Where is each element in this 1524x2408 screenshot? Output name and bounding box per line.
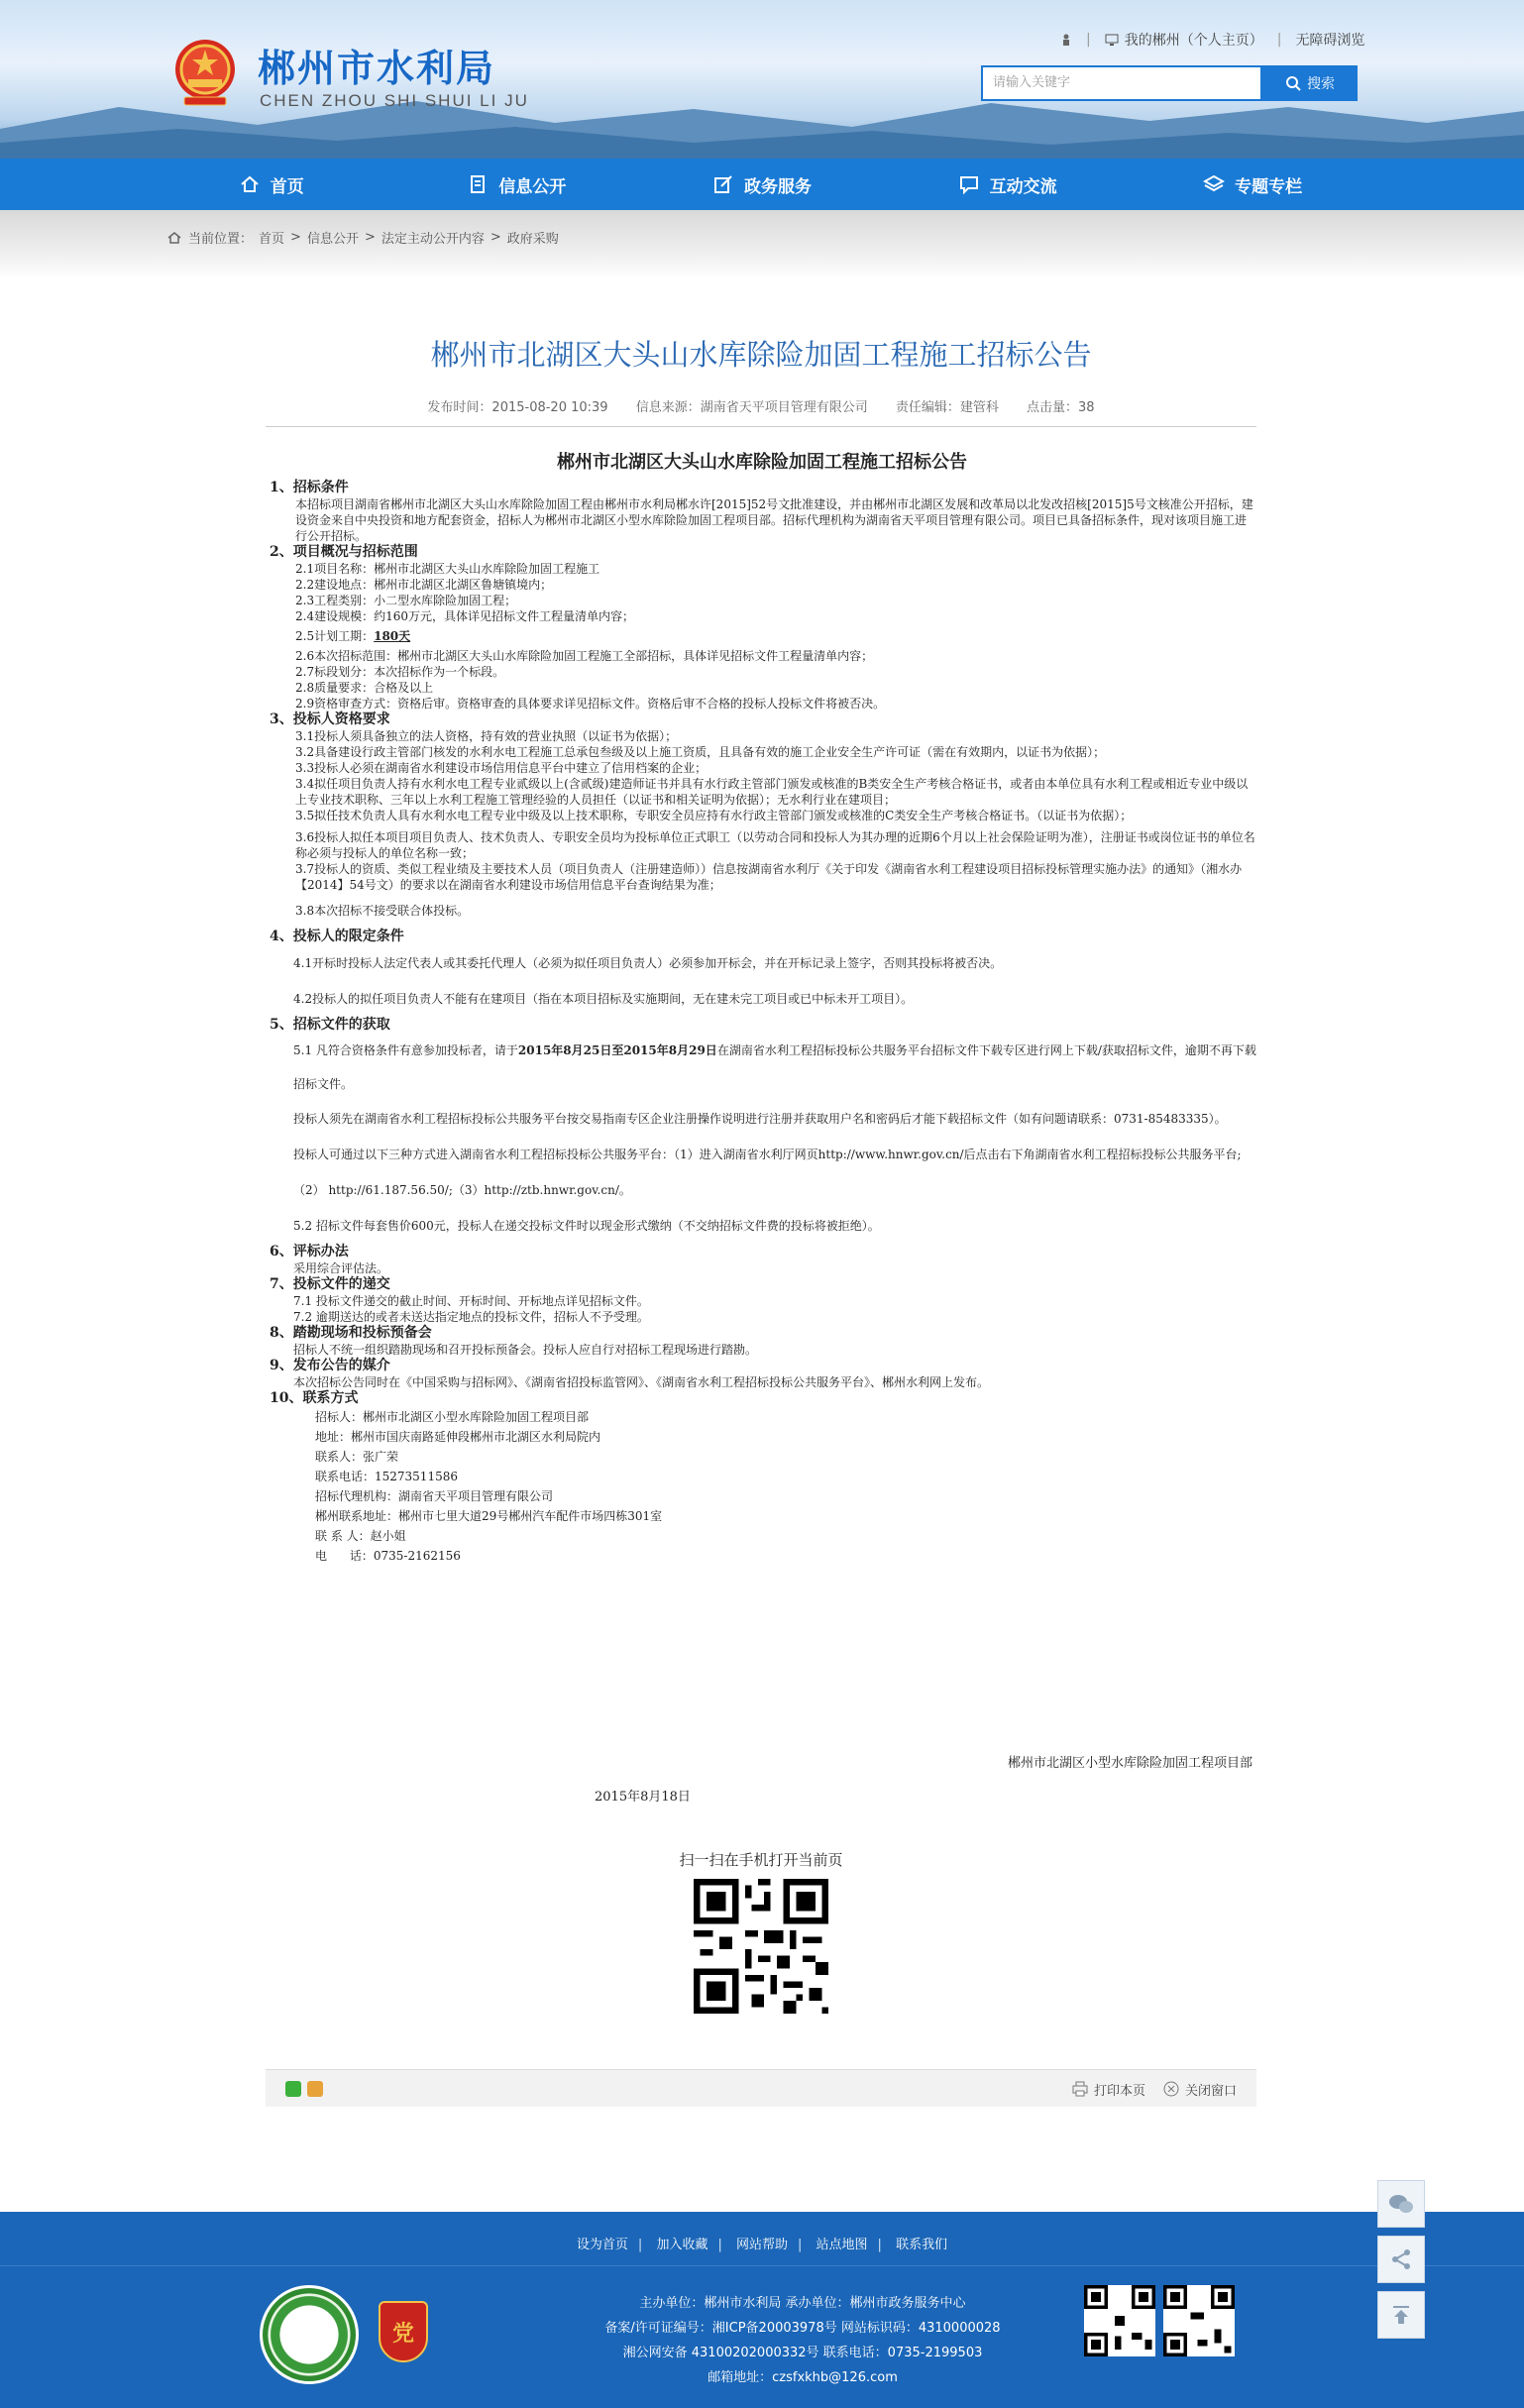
top-links — [1060, 30, 1364, 50]
list-item: 2.7标段划分：本次招标作为一个标段。 — [295, 665, 505, 679]
search-icon — [1285, 75, 1301, 91]
section-heading: 4、投标人的限定条件 — [270, 929, 404, 944]
list-item: 4.1开标时投标人法定代表人或其委托代理人（必须为拟任项目负责人）必须参加开标会，并在开标记录上签字，否则其投标将被否决。 — [293, 956, 1003, 970]
list-item: 2.6本次招标范围：郴州市北湖区大头山水库除险加固工程施工全部招标，具体详见招标文件工程量清单内容； — [295, 649, 874, 663]
list-item: 2.2建设地点：郴州市北湖区北湖区鲁塘镇境内； — [295, 578, 553, 592]
close-icon — [1163, 2081, 1179, 2097]
contact-line: 招标人：郴州市北湖区小型水库除险加固工程项目部 — [315, 1410, 590, 1424]
print-label: 打印本页 — [1093, 2083, 1145, 2099]
close-window-button[interactable] — [1163, 2080, 1237, 2099]
nav-label: 专题专栏 — [1235, 176, 1303, 197]
contact-line: 联系人：张广荣 — [315, 1450, 399, 1464]
list-item: 2.4建设规模：约160万元，具体详见招标文件工程量清单内容； — [295, 609, 634, 623]
footer-qr-code-image — [1084, 2285, 1155, 2356]
chat-icon — [958, 173, 980, 195]
separator: | — [877, 2238, 882, 2252]
section-paragraph: 本次招标公告同时在《中国采购与招标网》、《湖南省招投标监管网》、《湖南省水利工程招标投标公共服务平台》、郴州水利网上发布。 — [293, 1375, 990, 1389]
printer-icon — [1072, 2081, 1088, 2097]
arrow-up-icon — [1390, 2304, 1412, 2326]
site-pinyin: CHEN ZHOU SHI SHUI LI JU — [260, 91, 529, 110]
nav-label: 互动交流 — [989, 176, 1057, 197]
list-item: 3.7投标人的资质、类似工程业绩及主要技术人员（项目负责人（注册建造师））信息按湖南省水利厅《关于印发《湖南省水利工程建设项目招标投标管理实施办法》的通知》（湘水办【2014】54号文）的要求以在湖南省水利建设市场信用信息平台查询结果为准； — [295, 862, 1243, 892]
print-button[interactable] — [1072, 2080, 1145, 2099]
list-item: 7.1 投标文件递交的截止时间、开标时间、开标地点详见招标文件。 — [293, 1294, 649, 1308]
breadcrumb-sep: > — [290, 230, 301, 245]
section-heading: 2、项目概况与招标范围 — [270, 544, 418, 560]
breadcrumb-sep: > — [364, 230, 376, 245]
hit-count: 点击量：38 — [1027, 400, 1095, 415]
section-paragraph: 投标人须先在湖南省水利工程招标投标公共服务平台按交易指南专区企业注册操作说明进行注册并获取用户名和密码后才能下载招标文件（如有问题请联系：0731-85483335）。 — [293, 1112, 1227, 1126]
nav-label: 政务服务 — [743, 176, 812, 197]
list-item: 4.2投标人的拟任项目负责人不能有在建项目（指在本项目招标及实施期间，无在建未完工项目或已中标未开工项目）。 — [293, 992, 914, 1006]
separator: | — [1276, 32, 1282, 48]
document-icon — [467, 173, 489, 195]
site-header — [0, 0, 1524, 159]
article-toolbar — [266, 2069, 1256, 2107]
footer-sponsor: 主办单位：郴州市水利局 承办单位：郴州市政务服务中心 — [639, 2296, 966, 2311]
home-icon — [239, 173, 261, 195]
editor: 责任编辑：建管科 — [895, 400, 999, 415]
link-accessibility-icon-slot — [1060, 34, 1072, 46]
my-chenzhou-link[interactable] — [1105, 30, 1263, 50]
layers-icon — [1203, 173, 1225, 195]
list-item: 3.5拟任技术负责人具有水利水电工程专业中级及以上技术职称，专职安全员应持有水行政主管部门颁发或核准的C类安全生产考核合格证书。（以证书为依据）； — [295, 809, 1133, 822]
section-paragraph — [268, 1034, 1256, 1101]
accessibility-link[interactable]: 无障碍浏览 — [1295, 33, 1365, 49]
section-heading: 3、投标人资格要求 — [270, 711, 390, 727]
contact-line: 联系电话：15273511586 — [315, 1470, 458, 1483]
contact-line: 电 话：0735-2162156 — [315, 1549, 461, 1563]
period-label: 2.5计划工期： — [295, 629, 375, 643]
separator: | — [717, 2238, 722, 2252]
nav-label: 信息公开 — [498, 176, 567, 197]
share-icon — [1390, 2248, 1412, 2270]
separator: | — [798, 2238, 803, 2252]
section-paragraph: 5.2 招标文件每套售价600元，投标人在递交投标文件时以现金形式缴纳（不交纳招标文件费的投标将被拒绝）。 — [293, 1219, 880, 1233]
breadcrumb-legal[interactable]: 法定主动公开内容 — [381, 232, 485, 247]
list-item: 2.8质量要求：合格及以上 — [295, 681, 434, 695]
list-item: 7.2 逾期送达的或者未送达指定地点的投标文件，招标人不予受理。 — [293, 1310, 649, 1324]
list-item: 3.4拟任项目负责人持有水利水电工程专业贰级以上(含贰级)建造师证书并具有水行政主管部门颁发或核准的B类安全生产考核合格证书，或者由本单位具有水利工程或相近专业中级以上专业技术职称、三年以上水利工程施工管理经验的人员担任（以证书和相关证明为依据）；无水利行业在建项目； — [295, 777, 1249, 807]
qr-code-image — [694, 1879, 828, 2014]
signature-date: 2015年8月18日 — [595, 1790, 691, 1805]
monitor-icon — [1105, 34, 1119, 46]
publish-date: 发布时间：2015-08-20 10:39 — [427, 400, 608, 415]
close-label: 关闭窗口 — [1184, 2083, 1237, 2099]
article-body — [268, 448, 1256, 1566]
footer-icp: 备案/许可证编号：湘ICP备20003978号 网站标识码：4310000028 — [604, 2321, 1001, 2336]
section-paragraph: 投标人可通过以下三种方式进入湖南省水利工程招标投标公共服务平台：（1）进入湖南省水利厅网页http://www.hnwr.gov.cn/后点击右下角湖南省水利工程招标投标公共服务平台;（2） http://61.187.56.50/;（3）http://ztb.hnwr.gov.cn/。 — [293, 1148, 1242, 1197]
section-paragraph: 本招标项目湖南省郴州市北湖区大头山水库除险加固工程由郴州市水利局郴水许[2015]52号文批准建设，并由郴州市北湖区发展和改革局以北发改招核[2015]5号文核准公开招标，建设资金来自中央投资和地方配套资金，招标人为郴州市北湖区小型水库除险加固工程项目部。招标代理机构为湖南省天平项目管理有限公司。项目已具备招标条件，现对该项目施工进行公开招标。 — [295, 497, 1253, 543]
s5-1-prefix: 5.1 凡符合资格条件有意参加投标者，请于 — [293, 1043, 518, 1057]
footer-divider — [0, 2265, 1524, 2266]
back-to-top-button[interactable] — [1377, 2291, 1425, 2339]
article-title: 郴州市北湖区大头山水库除险加固工程施工招标公告 — [430, 338, 1092, 372]
person-icon — [1060, 34, 1072, 46]
divider — [266, 426, 1256, 427]
period-value: 180天 — [374, 629, 411, 643]
footer-links — [0, 2234, 1524, 2252]
contact-block — [268, 1407, 1256, 1566]
nav-item-services[interactable] — [639, 159, 885, 210]
list-item: 3.1投标人须具备独立的法人资格，持有效的营业执照（以证书为依据）； — [295, 729, 678, 743]
search-button[interactable] — [1262, 65, 1358, 101]
home-icon — [166, 230, 182, 246]
nav-label: 首页 — [270, 176, 304, 197]
breadcrumb — [166, 228, 559, 247]
separator: | — [1086, 32, 1091, 48]
my-chenzhou-label: 我的郴州（个人主页） — [1124, 33, 1263, 49]
weibo-share-icon[interactable] — [307, 2081, 323, 2097]
contact-line: 招标代理机构：湖南省天平项目管理有限公司 — [315, 1489, 554, 1503]
footer-link-sitemap[interactable]: 站点地图 — [816, 2238, 868, 2252]
list-item: 2.1项目名称：郴州市北湖区大头山水库除险加固工程施工 — [295, 562, 600, 576]
breadcrumb-sep: > — [490, 230, 501, 245]
footer-link-favorite[interactable]: 加入收藏 — [656, 2238, 708, 2252]
edit-icon — [712, 173, 734, 195]
qr-label: 扫一扫在手机打开当前页 — [679, 1851, 843, 1869]
breadcrumb-info[interactable]: 信息公开 — [306, 232, 359, 247]
section-paragraph: 采用综合评估法。 — [293, 1261, 389, 1275]
footer-email: 邮箱地址：czsfxkhb@126.com — [708, 2370, 898, 2385]
footer-qr-code-image — [1163, 2285, 1235, 2356]
wechat-icon — [1388, 2193, 1414, 2215]
contact-line: 地址：郴州市国庆南路延伸段郴州市北湖区水利局院内 — [315, 1430, 601, 1444]
s5-1-dates: 2015年8月25日至2015年8月29日 — [517, 1043, 717, 1057]
section-paragraph: 招标人不统一组织踏勘现场和召开投标预备会。投标人应自行对招标工程现场进行踏勘。 — [293, 1343, 758, 1357]
nav-item-interaction[interactable] — [885, 159, 1131, 210]
list-item: 3.6投标人拟任本项目项目负责人、技术负责人、专职安全员均为投标单位正式职工（以劳动合同和投标人为其办理的近期6个月以上社会保险证明为准），注册证书或岗位证书的单位名称必须与投标人的单位名称一致； — [295, 830, 1255, 860]
list-item: 2.9资格审查方式：资格后审。资格审查的具体要求详见招标文件。资格后审不合格的投标人投标文件将被否决。 — [295, 697, 886, 711]
footer-link-help[interactable]: 网站帮助 — [735, 2238, 788, 2252]
signature-org: 郴州市北湖区小型水库除险加固工程项目部 — [1007, 1756, 1252, 1771]
footer-info — [555, 2291, 1050, 2390]
nav-item-topics[interactable] — [1130, 159, 1375, 210]
footer-link-home[interactable]: 设为首页 — [576, 2238, 628, 2252]
section-heading: 6、评标办法 — [270, 1244, 349, 1259]
breadcrumb-home[interactable]: 首页 — [259, 232, 285, 247]
list-item: 3.2具备建设行政主管部门核发的水利水电工程施工总承包叁级及以上施工资质，且具备有效的施工企业安全生产许可证（需在有效期内，以证书为依据）； — [295, 745, 1106, 759]
search-button-label: 搜索 — [1307, 76, 1335, 92]
section-heading: 1、招标条件 — [270, 480, 349, 495]
nav-item-home[interactable] — [149, 159, 394, 210]
search-box — [981, 65, 1358, 101]
search-input[interactable]: 请输入关键字 — [981, 65, 1262, 101]
party-badge-icon[interactable]: 党 — [379, 2301, 428, 2362]
breadcrumb-procurement[interactable]: 政府采购 — [506, 232, 559, 247]
section-heading: 8、踏勘现场和投标预备会 — [270, 1325, 432, 1341]
section-heading: 7、投标文件的递交 — [270, 1276, 390, 1292]
floating-actions — [1377, 2180, 1425, 2347]
civilization-badge-icon[interactable] — [260, 2285, 359, 2384]
info-source: 信息来源：湖南省天平项目管理有限公司 — [635, 400, 868, 415]
list-item: 3.3投标人必须在湖南省水利建设市场信用信息平台中建立了信用档案的企业； — [295, 761, 708, 775]
footer-police: 湘公网安备 43100202000332号 联系电话：0735-2199503 — [622, 2346, 983, 2360]
section-heading: 10、联系方式 — [270, 1390, 359, 1406]
breadcrumb-label: 当前位置： — [188, 232, 254, 247]
document-title: 郴州市北湖区大头山水库除险加固工程施工招标公告 — [557, 452, 967, 473]
list-item: 2.3工程类别：小二型水库除险加固工程； — [295, 594, 517, 607]
contact-line: 联 系 人：赵小姐 — [315, 1529, 406, 1543]
share-icons — [285, 2081, 323, 2097]
list-item — [268, 628, 1256, 644]
article-meta — [266, 396, 1256, 415]
separator: | — [637, 2238, 643, 2252]
section-heading: 5、招标文件的获取 — [270, 1017, 390, 1033]
wechat-share-icon[interactable] — [285, 2081, 301, 2097]
list-item: 3.8本次招标不接受联合体投标。 — [295, 904, 470, 918]
section-heading: 9、发布公告的媒介 — [270, 1358, 390, 1373]
main-nav — [0, 159, 1524, 210]
footer-link-contact[interactable]: 联系我们 — [896, 2238, 948, 2252]
share-float-button[interactable] — [1377, 2236, 1425, 2283]
site-title: 郴州市水利局 — [258, 47, 496, 90]
nav-item-info[interactable] — [394, 159, 640, 210]
wechat-float-button[interactable] — [1377, 2180, 1425, 2228]
national-emblem-icon — [170, 36, 240, 109]
contact-line: 郴州联系地址：郴州市七里大道29号郴州汽车配件市场四栋301室 — [315, 1509, 663, 1523]
s5-1-suffix: 在湖南省水利工程招标投标公共服务平台招标文件下载专区进行网上下载/获取招标文件，逾期不再下载招标文件。 — [293, 1043, 1256, 1091]
